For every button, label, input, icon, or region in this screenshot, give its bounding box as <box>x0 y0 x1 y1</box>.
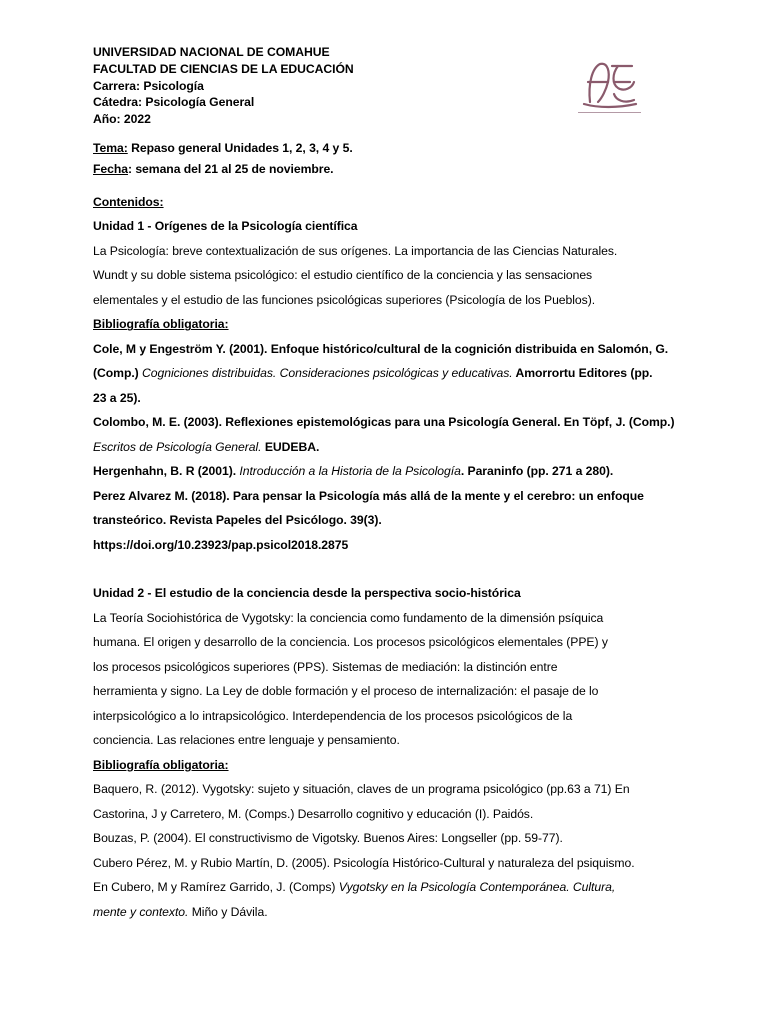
bib-entry-colombo-cont <box>93 435 678 460</box>
unit-1-title: Unidad 1 - Orígenes de la Psicología científica <box>93 219 358 234</box>
contenidos-heading: Contenidos: <box>93 194 164 209</box>
bib-entry-cubero-cont <box>93 875 678 900</box>
bib-entry-hergenhahn <box>93 459 678 484</box>
bib-text: . Paraninfo (pp. 271 a 280). <box>460 464 614 479</box>
spacer <box>93 557 678 581</box>
bib-text: Amorrortu Editores (pp. <box>512 366 653 381</box>
bib-entry-perez-cont: transteórico. Revista Papeles del Psicólogo. 39(3). <box>93 513 382 528</box>
fecha-line <box>93 159 678 180</box>
unit-2-line: interpsicológico a lo intrapsicológico. Interdependencia de los procesos psicológicos de la <box>93 708 573 723</box>
bib-entry-colombo: Colombo, M. E. (2003). Reflexiones epistemológicas para una Psicología General. En Töpf, J. (Comp.) <box>93 415 675 430</box>
unit-2 <box>93 581 678 924</box>
bib-entry-cole: Cole, M y Engeström Y. (2001). Enfoque histórico/cultural de la cognición distribuida en Salomón, G. <box>93 341 669 356</box>
fecha-value: : semana del 21 al 25 de noviembre. <box>127 161 334 176</box>
unit-2-title: Unidad 2 - El estudio de la conciencia desde la perspectiva socio-histórica <box>93 586 521 601</box>
spacer <box>93 128 678 138</box>
spacer <box>93 180 678 190</box>
bib-entry-bouzas: Bouzas, P. (2004). El constructivismo de Vigotsky. Buenos Aires: Longseller (pp. 59-77). <box>93 831 563 846</box>
bib-book-title: Cogniciones distribuidas. Consideraciones psicológicas y educativas. <box>142 366 513 381</box>
header-block <box>93 44 678 128</box>
bib-entry-cubero: Cubero Pérez, M. y Rubio Martín, D. (2005). Psicología Histórico-Cultural y naturaleza del psiquismo. <box>93 855 635 870</box>
tema-line <box>93 138 678 159</box>
unit-1-line: Wundt y su doble sistema psicológico: el estudio científico de la conciencia y las sensaciones <box>93 268 593 283</box>
bib-text: EUDEBA. <box>261 439 320 454</box>
bib-text: Hergenhahn, B. R (2001). <box>93 464 240 479</box>
unit-2-bibliography-heading: Bibliografía obligatoria: <box>93 757 229 772</box>
tema-value: Repaso general Unidades 1, 2, 3, 4 y 5. <box>127 140 353 155</box>
bib-doi-link[interactable]: https://doi.org/10.23923/pap.psicol2018.2875 <box>93 537 349 552</box>
unit-2-line: los procesos psicológicos superiores (PPS). Sistemas de mediación: la distinción entre <box>93 659 558 674</box>
unit-2-line: La Teoría Sociohistórica de Vygotsky: la conciencia como fundamento de la dimensión psíquica <box>93 610 604 625</box>
bib-book-title: Introducción a la Historia de la Psicología <box>239 464 461 479</box>
year: Año: 2022 <box>93 112 151 127</box>
tema-label: Tema: <box>93 140 128 155</box>
bib-text: Miño y Dávila. <box>188 904 268 919</box>
unit-1-line: La Psicología: breve contextualización de sus orígenes. La importancia de las Ciencias Naturales. <box>93 243 618 258</box>
bib-text: En Cubero, M y Ramírez Garrido, J. (Comps) <box>93 880 339 895</box>
unit-1-bibliography-heading: Bibliografía obligatoria: <box>93 317 229 332</box>
chair: Cátedra: Psicología General <box>93 95 255 110</box>
bib-text: (Comp.) <box>93 366 143 381</box>
unit-2-line: herramienta y signo. La Ley de doble formación y el proceso de internalización: el pasaje de lo <box>93 684 599 699</box>
bib-entry-baquero-cont: Castorina, J y Carretero, M. (Comps.) Desarrollo cognitivo y educación (I). Paidós. <box>93 806 534 821</box>
unit-2-line: conciencia. Las relaciones entre lenguaje y pensamiento. <box>93 733 400 748</box>
document-body <box>93 44 678 924</box>
bib-entry-cole-cont <box>93 361 678 386</box>
bib-entry-perez: Perez Alvarez M. (2018). Para pensar la Psicología más allá de la mente y el cerebro: un enfoque <box>93 488 644 503</box>
university-name: UNIVERSIDAD NACIONAL DE COMAHUE <box>93 45 330 59</box>
bib-book-title: mente y contexto. <box>93 904 189 919</box>
unit-1-line: elementales y el estudio de las funciones psicológicas superiores (Psicología de los Pueblos). <box>93 292 596 307</box>
bib-entry-cubero-cont <box>93 900 678 925</box>
career: Carrera: Psicología <box>93 78 204 93</box>
unit-1 <box>93 214 678 557</box>
bib-book-title: Escritos de Psicología General. <box>93 439 262 454</box>
fecha-label: Fecha <box>93 161 128 176</box>
bib-entry-baquero: Baquero, R. (2012). Vygotsky: sujeto y situación, claves de un programa psicológico (pp.63 a 71) En <box>93 782 630 797</box>
unit-2-line: humana. El origen y desarrollo de la conciencia. Los procesos psicológicos elementales (PPE) y <box>93 635 608 650</box>
faculty-name: FACULTAD DE CIENCIAS DE LA EDUCACIÓN <box>93 61 354 76</box>
bib-entry-cole-cont: 23 a 25). <box>93 390 141 405</box>
bib-book-title: Vygotsky en la Psicología Contemporánea. Cultura, <box>338 880 616 895</box>
